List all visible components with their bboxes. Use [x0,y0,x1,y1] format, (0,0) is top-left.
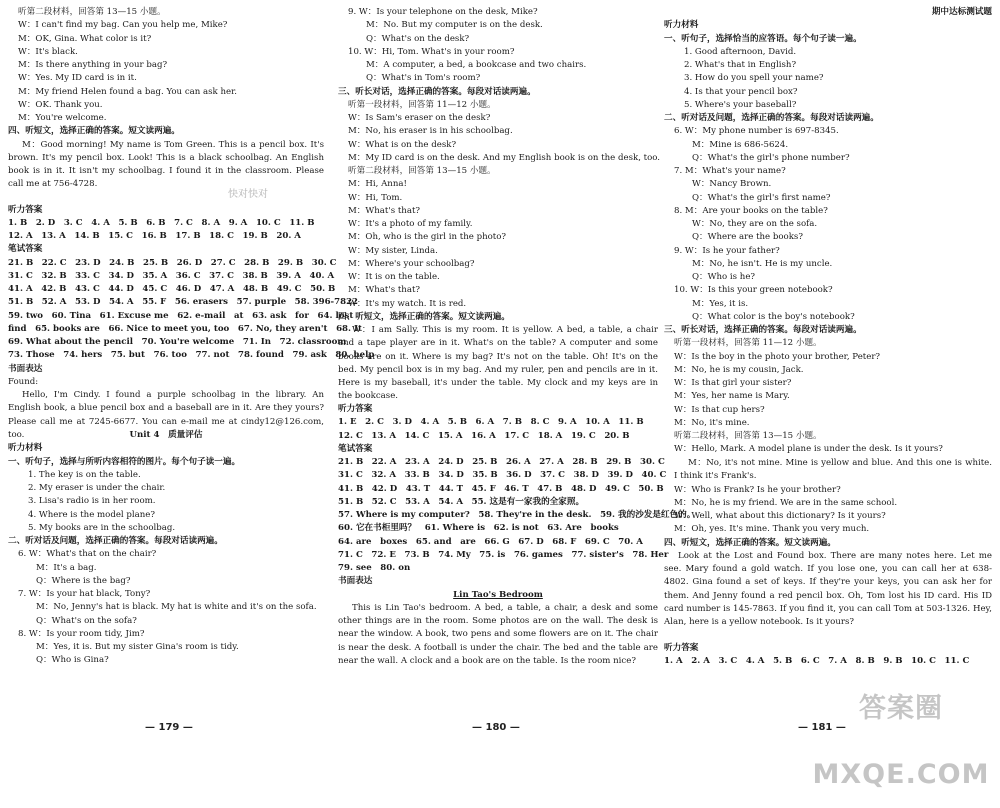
text-line: 听第一段材料，回答第 11—12 小题。 [348,99,496,110]
text-line: 3. Lisa's radio is in her room. [28,496,156,507]
text-line: M：It's a bag. [36,562,97,573]
text-line: M：No, it's not mine. Mine is yellow and blue. And this one is white. I think it's Frank's. [674,457,992,481]
text-line: M：Good morning! My name is Tom Green. This is a pencil box. It's brown. It's my pencil box. Look! This is a black schoolbag. An English book is in it. It isn't my schoolbag. I found it in the classroom. Please call me at 756-4728. [8,139,324,190]
text-line: M：No, it's mine. [674,417,750,428]
text-line: M：What's that? [348,205,421,216]
text-line: Q：What's the girl's first name? [692,192,831,203]
text-line: 6. W：What's that on the chair? [18,549,157,560]
text-line: M：Oh, who is the girl in the photo? [348,232,507,243]
text-line: M：What's that? [348,285,421,296]
text-line: M：Yes, her name is Mary. [674,391,790,402]
text-line: 31. C 32. A 33. B 34. D 35. B 36. D 37. C 38. D 39. D 40. C [338,470,667,481]
stamp-mark: 快对快对 [228,189,268,200]
text-line: W：Is Sam's eraser on the desk? [348,113,491,123]
site-watermark: 答案圈 MXQE.COM [812,693,990,790]
text-line: M：OK, Gina. What color is it? [18,33,152,44]
text-line: 书面表达 [8,363,43,374]
text-line: M：Yes, it is. [692,298,749,309]
text-line: 51. B 52. A 53. D 54. A 55. F 56. erasers 57. purple 58. 396-7822 [8,297,359,308]
text-line: M：Where's your schoolbag? [348,258,475,269]
text-line: M：No, Jenny's hat is black. My hat is white and it's on the sofa. [36,602,317,613]
text-line: W：Hello, Mark. A model plane is under the desk. Is it yours? [674,444,943,455]
text-line: 听第二段材料，回答第 13—15 小题。 [674,431,822,441]
text-line: Lin Tao's Bedroom [453,589,543,600]
text-line: find 65. books are 66. Nice to meet you, too 67. No, they aren't 68. It [8,323,363,334]
text-line: W：It's black. [18,46,78,57]
text-line: 60. 它在书柜里吗？ 61. Where is 62. is not 63. Are books [338,523,619,534]
text-line: 51. B 52. C 53. A 54. A 55. 这是有一家我的全家照。 [338,496,585,507]
text-line: M：A computer, a bed, a bookcase and two chairs. [366,60,587,70]
text-line: 三、听长对话，选择正确的答案。每段对话读两遍。 [664,325,862,335]
text-line: 2. My eraser is under the chair. [28,483,166,493]
text-line: 三、听长对话，选择正确的答案。每段对话读两遍。 [338,86,536,97]
text-line: 二、听对话及问题，选择正确的答案。每段对话读两遍。 [8,536,223,546]
text-line: 四、听短文，选择正确的答案。短文读两遍。 [664,537,836,548]
text-line: 64. are boxes 65. and are 66. G 67. D 68. F 69. C 70. A [338,536,643,547]
text-line: 73. Those 74. hers 75. but 76. too 77. not 78. found 79. ask 80. help [8,350,375,361]
text-line: M：My ID card is on the desk. And my English book is on the desk, too. [348,152,661,163]
text-line: Q：Who is he? [692,272,756,282]
text-line: Q：Who is Gina? [36,655,109,666]
text-line: 5. My books are in the schoolbag. [28,522,176,533]
text-line: W：Well, what about this dictionary? Is it yours? [674,511,886,521]
text-line: W：My sister, Linda. [348,245,438,256]
text-line: Look at the Lost and Found box. There are many notes here. Let me see. Mary found a gold watch. If you lose one, you can call her at 638-4802. Gina found a set of keys. If they're your keys, you can ask her for them. And Jenny found a red pencil box. Oh, Tom lost his ID card. His ID card number is 145-7863. If you find it, you can call Tom at 503-1326. Hey, Alan, here is a yellow notebook. Is it yours? [664,550,992,627]
text-line: 听力材料 [8,443,43,454]
page-number-left: — 179 — [145,722,193,733]
text-line: 4. Where is the model plane? [28,509,155,520]
text-line: M：No, he is my friend. We are in the same school. [674,497,898,508]
text-line: 听第二段材料，回答第 13—15 小题。 [18,7,166,17]
text-line: 71. C 72. E 73. B 74. My 75. is 76. games 77. sister's 78. Her [338,549,669,560]
text-line: M：Is there anything in your bag? [18,60,168,70]
text-line: 57. Where is my computer? 58. They're in the desk. 59. 我的沙发是红色的。 [338,510,696,520]
text-line: This is Lin Tao's bedroom. A bed, a table, a chair, a desk and some other things are in the room. Some photos are on the wall. The desk is near the window. A book, two pens and some flowers are on it. The chair is near the desk. A football is under the chair. The bed and the table are near the wall. A clock and a book are on the table. Is the room nice? [338,602,658,666]
text-line: 听力材料 [664,20,699,31]
text-line: M：Oh, yes. It's mine. Thank you very much. [674,524,870,535]
text-line: W：Hi, Tom. [348,192,403,203]
text-line: W：OK. Thank you. [18,99,103,110]
text-line: Q：What's on the desk? [366,33,470,44]
text-line: 79. see 80. on [338,563,411,573]
text-line: 1. Good afternoon, David. [684,46,797,57]
text-line: M：My friend Helen found a bag. You can ask her. [18,86,238,97]
text-line: 12. C 13. A 14. C 15. A 16. A 17. C 18. A 19. C 20. B [338,430,630,441]
text-line: 41. B 42. D 43. T 44. T 45. F 46. T 47. B 48. D 49. C 50. B [338,483,664,494]
text-line: 笔试答案 [8,244,43,255]
text-line: Q：What's in Tom's room? [366,73,481,84]
text-line: 听力答案 [338,404,373,414]
text-line: M：You're welcome. [18,113,107,123]
text-line: W：Is that girl your sister? [674,378,792,388]
text-line: W：Who is Frank? Is he your brother? [674,484,841,495]
text-line: Q：Where are the books? [692,232,803,243]
text-line: 9. W：Is your telephone on the desk, Mike? [348,7,538,17]
text-line: 二、听对话及问题，选择正确的答案。每段对话读两遍。 [664,113,879,123]
text-line: Hello, I'm Cindy. I found a purple schoolbag in the library. An English book, a blue pencil box and a baseball are in it. Are they yours? Please call me at 7245-6677. You can e-mail me at cindy12@126.com, too. [8,390,324,440]
text-line: W：No, they are on the sofa. [692,219,818,229]
text-line: W：It is on the table. [348,272,440,282]
text-line: 8. W：Is your room tidy, Jim? [18,628,145,639]
page-number-middle: — 180 — [472,722,520,733]
text-line: 7. M：What's your name? [674,166,786,176]
text-line: W：I am Sally. This is my room. It is yellow. A bed, a table, a chair and a tape player are in it. What's on the table? A computer and some books are on it. Where is my bag? It's not on the table. Oh! It's on the bed. My pencil box is in my bag. And my ruler, pen and pencils are in it. Here is my baseball, it's under the table. My clock and my keys are in the bookcase. [338,325,658,402]
page-number-right: — 181 — [798,722,846,733]
text-line: M：No. But my computer is on the desk. [366,20,543,31]
text-line: M：Yes, it is. But my sister Gina's room is tidy. [36,642,239,652]
text-line: 3. How do you spell your name? [684,73,824,84]
text-line: Found: [8,376,39,387]
text-line: 21. B 22. C 23. D 24. B 25. B 26. D 27. C 28. B 29. B 30. C [8,257,337,268]
text-line: W：I can't find my bag. Can you help me, Mike? [18,20,228,31]
text-line: M：Hi, Anna! [348,179,407,190]
text-line: 四、听短文，选择正确的答案。短文读两遍。 [338,311,510,322]
text-line: W：Nancy Brown. [692,179,772,190]
text-line: 41. A 42. B 43. C 44. D 45. C 46. D 47. A 48. B 49. C 50. B [8,284,336,294]
text-line: 书面表达 [338,576,373,587]
text-line: 听力答案 [664,642,699,653]
text-line: W：Yes. My ID card is in it. [18,73,137,84]
column-right [664,6,992,718]
text-line: Q：What's on the sofa? [36,615,137,626]
text-line: 听力答案 [8,204,43,215]
text-line: 一、听句子，选择恰当的应答语。每个句子读一遍。 [664,33,862,44]
text-line: 一、听句子，选择与所听内容相符的图片。每个句子读一遍。 [8,456,241,467]
text-line: M：No, he is my cousin, Jack. [674,364,804,375]
text-line: Unit 4 质量评估 [129,430,203,440]
text-line: 8. M：Are your books on the table? [674,205,828,216]
text-line: 59. two 60. Tina 61. Excuse me 62. e-mail at 63. ask for 64. lost [8,310,354,321]
text-line: 听第二段材料，回答第 13—15 小题。 [348,166,496,176]
text-line: 笔试答案 [338,443,373,454]
text-line: 10. W：Hi, Tom. What's in your room? [348,46,515,57]
text-line: M：Mine is 686-5624. [692,139,789,150]
text-line: 69. What about the pencil 70. You're welcome 71. In 72. classroom [8,337,347,347]
text-line: 四、听短文，选择正确的答案。短文读两遍。 [8,126,180,137]
text-line: W：Is the boy in the photo your brother, Peter? [674,351,881,362]
text-line: W：It's my watch. It is red. [348,298,467,309]
text-line: M：No, he isn't. He is my uncle. [692,258,833,269]
text-line: 10. W：Is this your green notebook? [674,285,833,296]
text-line: W：Is that cup hers? [674,404,765,415]
text-line: W：It's a photo of my family. [348,219,473,229]
text-line: Q：What's the girl's phone number? [692,152,850,163]
text-line: 1. B 2. D 3. C 4. A 5. B 6. B 7. C 8. A 9. A 10. C 11. B [8,217,315,228]
text-line: 4. Is that your pencil box? [684,86,798,97]
text-line: 7. W：Is your hat black, Tony? [18,589,151,599]
text-line: 听第一段材料，回答第 11—12 小题。 [674,338,822,349]
text-line: 2. What's that in English? [684,60,797,70]
text-line: Q：Where is the bag? [36,575,131,586]
text-line: 6. W：My phone number is 697-8345. [674,126,839,137]
text-line: 9. W：Is he your father? [674,245,780,256]
text-line: 1. A 2. A 3. C 4. A 5. B 6. C 7. A 8. B 9. B 10. C 11. C [664,656,970,666]
text-line: M：No, his eraser is in his schoolbag. [348,126,513,137]
text-line: 31. C 32. B 33. C 34. D 35. A 36. C 37. C 38. B 39. A 40. A [8,270,335,281]
text-line: 1. The key is on the table. [28,469,141,480]
text-line: 1. E 2. C 3. D 4. A 5. B 6. A 7. B 8. C 9. A 10. A 11. B [338,417,644,428]
text-line: 期中达标测试题 [931,7,992,17]
text-line: 21. B 22. A 23. A 24. D 25. B 26. A 27. A 28. B 29. B 30. C [338,457,665,467]
text-line: Q：What color is the boy's notebook? [692,311,855,322]
text-line: 12. A 13. A 14. B 15. C 16. B 17. B 18. C 19. B 20. A [8,231,301,241]
text-line: W：What is on the desk? [348,139,457,150]
text-line: 5. Where's your baseball? [684,99,797,110]
